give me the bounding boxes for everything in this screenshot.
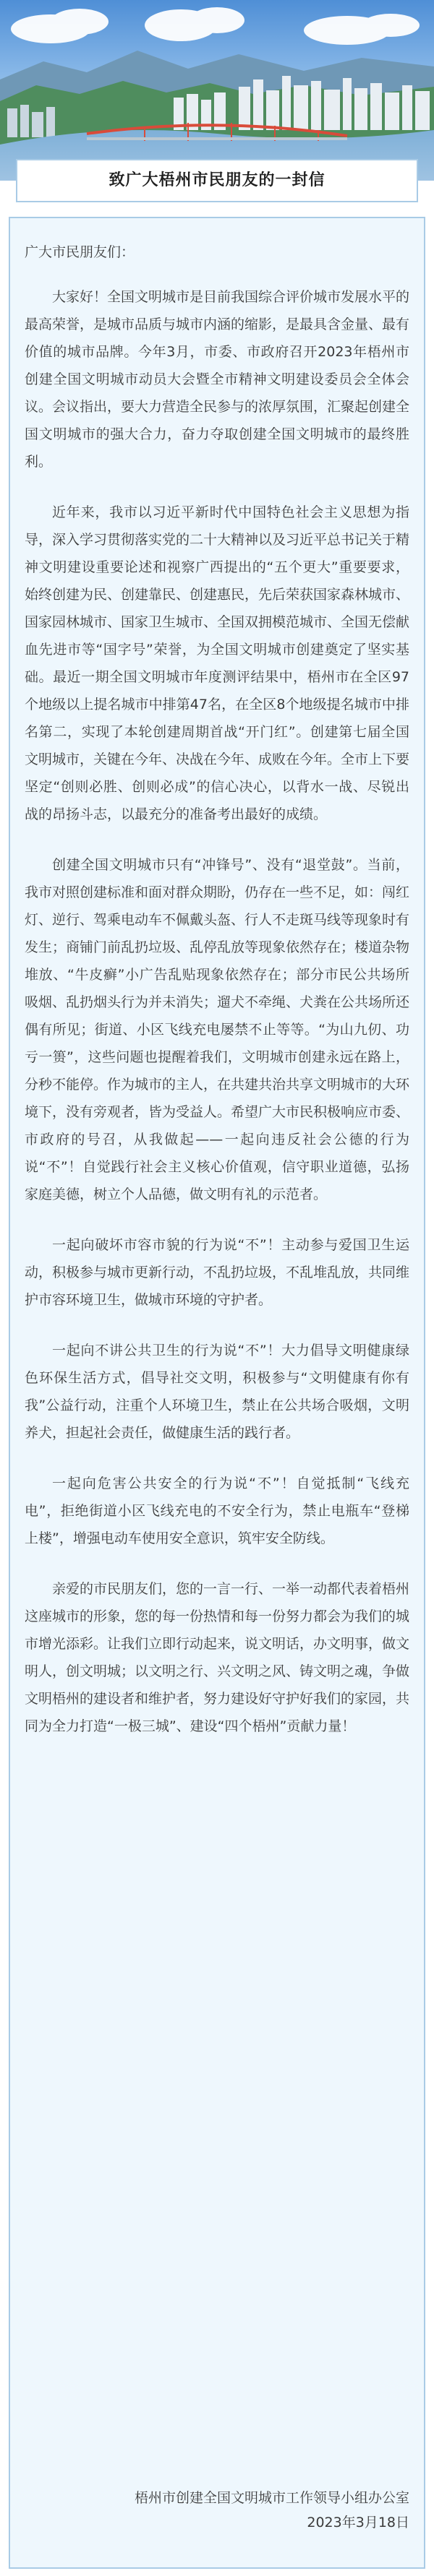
paragraph-2: 近年来，我市以习近平新时代中国特色社会主义思想为指导，深入学习贯彻落实党的二十大精神以及习近平总书记关于精神文明建设重要论述和视察广西提出的“五个更大”重要要求，始终创建为民、创建靠民、创建惠民，先后荣获国家森林城市、国家园林城市、国家卫生城市、全国双拥模范城市、全国无偿献血先进市等“国字号”荣誉，为全国文明城市创建奠定了坚实基础。最近一期全国文明城市年度测评结果中，梧州市在全区97个地级以上提名城市中排第47名，在全区8个地级提名城市中排名第二，实现了本轮创建周期首战“开门红”。创建第七届全国文明城市，关键在今年、决战在今年、成败在今年。全市上下要坚定“创则必胜、创则必成”的信心决心，以背水一战、尽锐出战的昂扬斗志，以最充分的准备考出最好的成绩。: [25, 504, 410, 822]
city-skyline-banner: [0, 0, 434, 181]
city-skyline-image: [0, 0, 434, 181]
signature-org: 梧州市创建全国文明城市工作领导小组办公室: [134, 2490, 409, 2506]
paragraph-5: 一起向不讲公共卫生的行为说“不”！大力倡导文明健康绿色环保生活方式，倡导社交文明，积极参与“文明健康有你有我”公益行动，注重个人环境卫生，禁止在公共场合吸烟，文明养犬，担起社会责任，做健康生活的践行者。: [25, 1343, 409, 1441]
paragraph-3: 创建全国文明城市只有“冲锋号”、没有“退堂鼓”。当前，我市对照创建标准和面对群众期盼，仍存在一些不足，如：闯红灯、逆行、驾乘电动车不佩戴头盔、行人不走斑马线等现象时有发生；商铺门前乱扔垃圾、乱停乱放等现象依然存在；楼道杂物堆放、“牛皮癣”小广告乱贴现象依然存在；部分市民公共场所吸烟、乱扔烟头行为并未消失；遛犬不牵绳、犬粪在公共场所还偶有所见；街道、小区飞线充电屡禁不止等等。“为山九仞、功亏一篑”，这些问题也提醒着我们，文明城市创建永远在路上，分秒不能停。作为城市的主人，在共建共治共享文明城市的大环境下，没有旁观者，皆为受益人。希望广大市民积极响应市委、市政府的号召，从我做起——一起向违反社会公德的行为说“不”！自觉践行社会主义核心价值观，信守职业道德，弘扬家庭美德，树立个人品德，做文明有礼的示范者。: [25, 857, 410, 1202]
paragraph-4: 一起向破坏市容市貌的行为说“不”！主动参与爱国卫生运动，积极参与城市更新行动，不乱扔垃圾，不乱堆乱放，共同维护市容环境卫生，做城市环境的守护者。: [25, 1237, 410, 1308]
signature-block: [25, 2486, 409, 2535]
letter-body: [25, 238, 409, 1763]
greeting: 广大市民朋友们：: [25, 244, 135, 260]
letter-title: 致广大梧州市民朋友的一封信: [16, 159, 418, 202]
paragraph-7: 亲爱的市民朋友们，您的一言一行、一举一动都代表着梧州这座城市的形象，您的每一份热情和每一份努力都会为我们的城市增光添彩。让我们立即行动起来，说文明话，办文明事，做文明人，创文明城；以文明之行、兴文明之风、铸文明之魂，争做文明梧州的建设者和维护者，努力建设好守护好我们的家园，共同为全力打造“一极三城”、建设“四个梧州”贡献力量！: [25, 1581, 410, 1734]
paragraph-6: 一起向危害公共安全的行为说“不”！自觉抵制“飞线充电”，拒绝街道小区飞线充电的不安全行为，禁止电瓶车“登梯上楼”，增强电动车使用安全意识，筑牢安全防线。: [25, 1476, 409, 1546]
paragraph-1: 大家好！全国文明城市是目前我国综合评价城市发展水平的最高荣誉，是城市品质与城市内涵的缩影，是最具含金量、最有价值的城市品牌。今年3月，市委、市政府召开2023年梧州市创建全国文明城市动员大会暨全市精神文明建设委员会全体会议。会议指出，要大力营造全民参与的浓厚氛围，汇聚起创建全国文明城市的强大合力，奋力夺取创建全国文明城市的最终胜利。: [25, 289, 410, 470]
signature-date: 2023年3月18日: [307, 2515, 409, 2530]
